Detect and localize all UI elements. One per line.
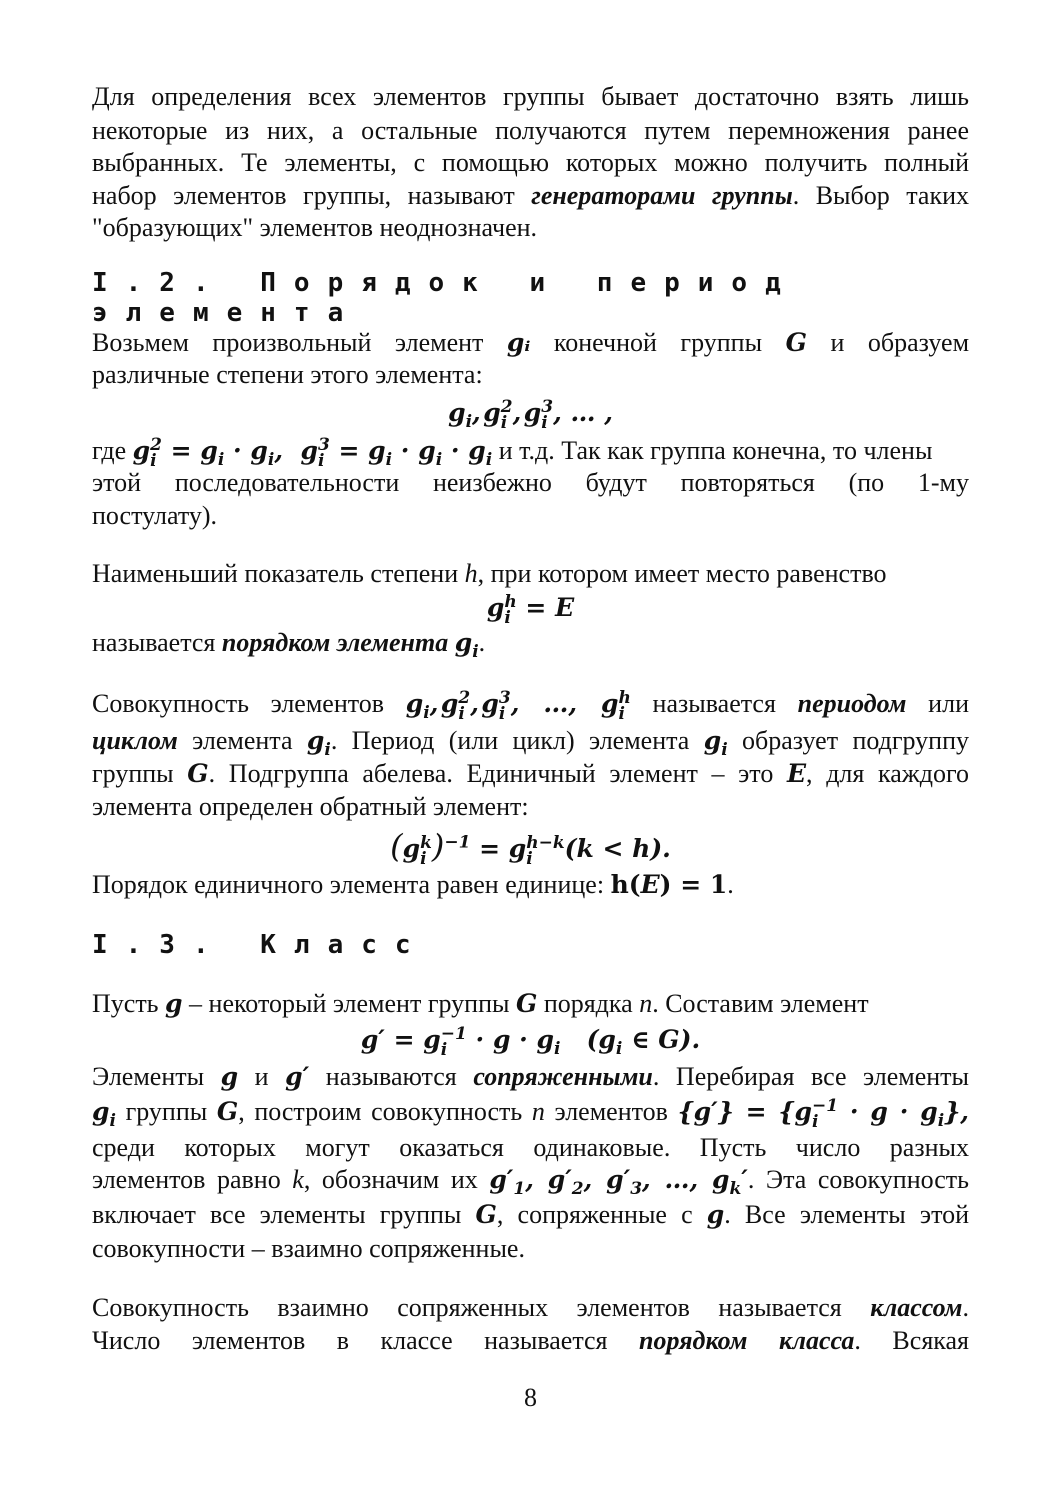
paragraph-line: различные степени этого элемента: (92, 360, 483, 389)
paragraph-line: некоторые из них, а остальные получаются путем перемножения ранее (92, 116, 969, 145)
paragraph-line: совокупности – взаимно сопряженные. (92, 1234, 525, 1263)
paragraph-line: элементов равно k, обозначим их $g'_1$, $g'_2$, $g'_3$, …, $g_k'$. Эта совокупность (92, 1165, 970, 1199)
paragraph-line: Совокупность взаимно сопряженных элементов называется классом. (92, 1293, 969, 1322)
formula-conjugate: g′ = g −1 i · $g \cdot g_i$ ($g_i$ ∈ G). (360, 1023, 701, 1060)
term-cycle: циклом (92, 726, 178, 755)
paragraph-line: Наименьший показатель степени h, при котором имеет место равенство (92, 559, 887, 588)
paragraph-line: Совокупность элементов $g_i$, g 2 i , g 3 i , …, g h i называется периодом или (92, 687, 969, 724)
paragraph-line: выбранных. Те элементы, с помощью которых можно получить полный (92, 148, 969, 177)
paragraph-line: этой последовательности неизбежно будут повторяться (по 1-му (92, 468, 969, 497)
paragraph-line: среди которых могут оказаться одинаковые. Пусть число разных (92, 1133, 969, 1162)
paragraph-line: $g_i$ группы G, построим совокупность n элементов {g′} = {g −1 i · $g \cdot g_i$}, (92, 1095, 969, 1132)
paragraph-line: элемента определен обратный элемент: (92, 792, 529, 821)
paragraph-line: Пусть g – некоторый элемент группы G порядка n. Составим элемент (92, 989, 869, 1018)
paragraph-line: Для определения всех элементов группы бывает достаточно взять лишь (92, 82, 969, 111)
term-class: классом (870, 1293, 963, 1322)
formula-powers-sequence: $g_i$, g 2 i , g 3 i , … , (448, 396, 613, 433)
term-element-order: порядком элемента (221, 628, 449, 657)
term-generators: генераторами группы (531, 181, 793, 210)
term-conjugate: сопряженными (473, 1062, 653, 1091)
page-number: 8 (524, 1383, 537, 1412)
formula-inverse-element: (g k i )$^{-1}$ = g h−k i (k < h). (390, 827, 671, 869)
paragraph-line: Возьмем произвольный элемент gᵢ конечной группы G и образуем (92, 328, 970, 357)
paragraph-line: циклом элемента $g_i$. Период (или цикл) элемента $g_i$ образует подгруппу (92, 726, 969, 760)
paragraph-line: постулату). (92, 501, 217, 530)
term-period: периодом (797, 689, 907, 718)
paragraph-line: Элементы g и g′ называются сопряженными. Перебирая все элементы (92, 1062, 970, 1091)
paragraph-line: "образующих" элементов неоднозначен. (92, 213, 538, 242)
paragraph-line: Порядок единичного элемента равен единице: h(E) = 1. (92, 870, 734, 899)
formula-gi-h-equals-E: g h i = E (486, 591, 575, 628)
paragraph-line: Число элементов в классе называется порядком класса. Всякая (92, 1326, 970, 1355)
paragraph-line: где g 2 i = $g_i \cdot g_i$, g 3 i = $g_i \cdot g_i \cdot g_i$ и т.д. Так как группа конечна, то члены (92, 434, 933, 471)
section-heading-1-2: I.2. Порядок и период элемента (92, 268, 799, 328)
section-heading-1-3: I.3. Класс (92, 930, 429, 960)
paragraph-line: группы G. Подгруппа абелева. Единичный элемент – это E, для каждого (92, 759, 969, 788)
paragraph-line: набор элементов группы, называют генераторами группы. Выбор таких (92, 181, 969, 210)
paragraph-line: включает все элементы группы G, сопряженные с g. Все элементы этой (92, 1200, 970, 1229)
term-class-order: порядком класса (639, 1326, 855, 1355)
paragraph-line: называется порядком элемента $g_i$. (92, 628, 486, 662)
